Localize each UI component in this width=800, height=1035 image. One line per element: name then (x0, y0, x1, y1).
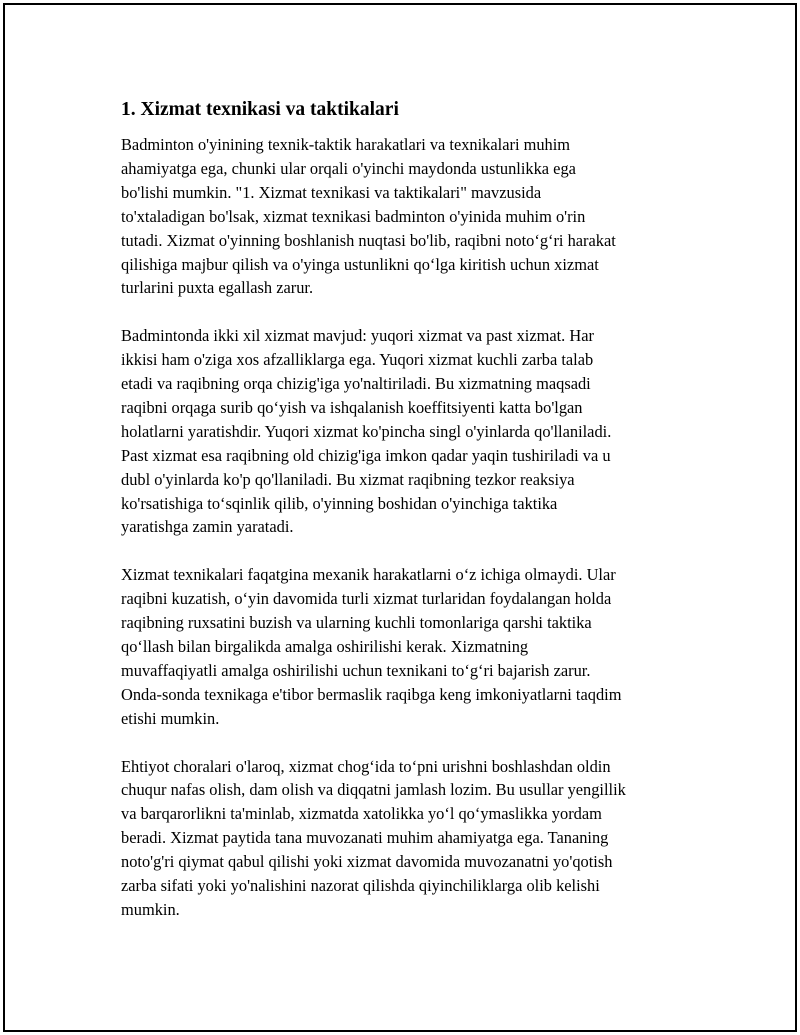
paragraph-3: Xizmat texnikalari faqatgina mexanik harakatlarni o‘z ichiga olmaydi. Ular raqibni kuzatish, o‘yin davomida turli xizmat turlaridan foydalangan holda raqibning ruxsatini buzish va ularning kuchli tomonlariga qarshi taktika qo‘llash bilan birgalikda amalga oshirilishi kerak. Xizmatning muvaffaqiyatli amalga oshirilishi uchun texnikani to‘g‘ri bajarish zarur. Onda-sonda texnikaga e'tibor bermaslik raqibga keng imkoniyatlarni taqdim etishi mumkin. (121, 565, 622, 728)
section-heading: 1. Xizmat texnikasi va taktikalari (121, 99, 399, 120)
page-frame (3, 3, 797, 1032)
paragraph-4: Ehtiyot choralari o'laroq, xizmat chog‘ida to‘pni urishni boshlashdan oldin chuqur nafas olish, dam olish va diqqatni jamlash lozim. Bu usullar yengillik va barqarorlikni ta'minlab, xizmatda xatolikka yo‘l qo‘ymaslikka yordam beradi. Xizmat paytida tana muvozanati muhim ahamiyatga ega. Tananing noto'g'ri qiymat qabul qilishi yoki xizmat davomida muvozanatni yo'qotish zarba sifati yoki yo'nalishini nazorat qilishda qiyinchiliklarga olib kelishi mumkin. (121, 756, 626, 919)
document-body (121, 97, 693, 946)
paragraph-2: Badmintonda ikki xil xizmat mavjud: yuqori xizmat va past xizmat. Har ikkisi ham o'ziga xos afzalliklarga ega. Yuqori xizmat kuchli zarba talab etadi va raqibning orqa chizig'iga yo'naltiriladi. Bu xizmatning maqsadi raqibni orqaga surib qo‘yish va ishqalanish koeffitsiyenti katta bo'lgan holatlarni yaratishdir. Yuqori xizmat ko'pincha singl o'yinlarda qo'llaniladi. Past xizmat esa raqibning old chizig'iga imkon qadar yaqin tushiriladi va u dubl o'yinlarda ko'p qo'llaniladi. Bu xizmat raqibning tezkor reaksiya ko'rsatishiga to‘sqinlik qilib, o'yinning boshidan o'yinchiga taktika yaratishga zamin yaratadi. (121, 326, 612, 537)
paragraph-1: Badminton o'yinining texnik-taktik harakatlari va texnikalari muhim ahamiyatga ega, chunki ular orqali o'yinchi maydonda ustunlikka ega bo'lishi mumkin. "1. Xizmat texnikasi va taktikalari" mavzusida to'xtaladigan bo'lsak, xizmat texnikasi badminton o'yinida muhim o'rin tutadi. Xizmat o'yinning boshlanish nuqtasi bo'lib, raqibni noto‘g‘ri harakat qilishiga majbur qilish va o'yinga ustunlikni qo‘lga kiritish uchun xizmat turlarini puxta egallash zarur. (121, 135, 616, 298)
